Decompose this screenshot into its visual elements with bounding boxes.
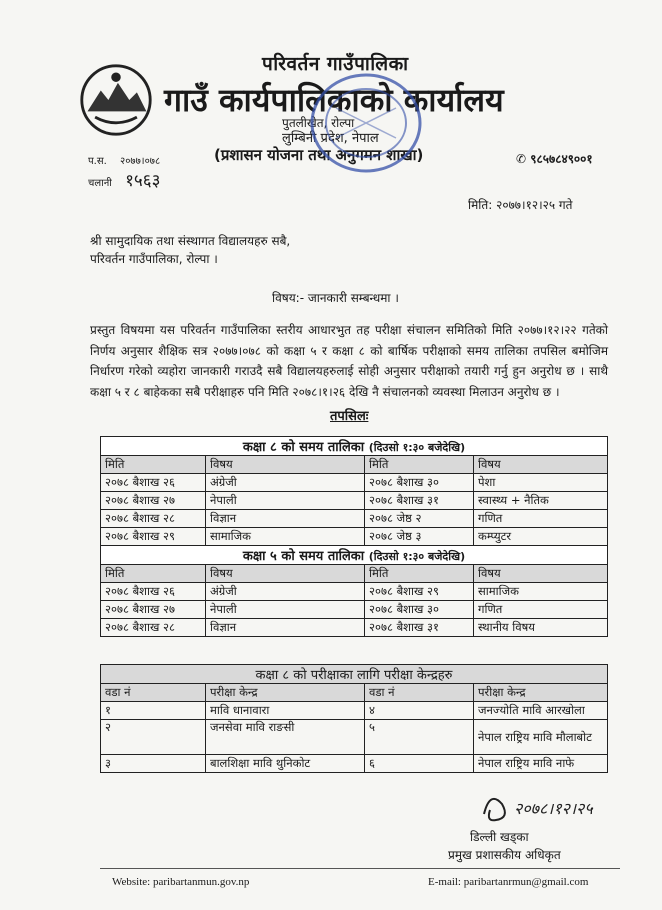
- dispatch-value: १५६३: [125, 171, 161, 191]
- office-title: गाउँ कार्यपालिकाको कार्यालय: [164, 81, 504, 119]
- table-row: २०७८ बैशाख २८ विज्ञान २०७८ बैशाख ३१ स्थानीय विषय: [101, 619, 608, 637]
- table-row: २०७८ बैशाख २८ विज्ञान २०७८ जेष्ठ २ गणित: [101, 510, 608, 528]
- signatory-title: प्रमुख प्रशासकीय अधिकृत: [448, 848, 561, 862]
- ref-value: २०७७।०७८: [120, 156, 161, 167]
- phone-number: [516, 150, 593, 167]
- table-row: २०७८ बैशाख २७ नेपाली २०७८ बैशाख ३० गणित: [101, 601, 608, 619]
- table-header-row: मिति विषय मिति विषय: [101, 456, 608, 474]
- phone-text: ९८५७८४९००१: [530, 152, 593, 166]
- recipient-line-2: परिवर्तन गाउँपालिका, रोल्पा ।: [90, 252, 218, 266]
- handwritten-signature: [476, 784, 616, 832]
- municipality-name: परिवर्तन गाउँपालिका: [262, 53, 409, 75]
- ref-number-row: [88, 153, 160, 167]
- svg-text:२०७८।१२।२५: २०७८।१२।२५: [514, 799, 593, 818]
- ref-label: प.स.: [88, 156, 107, 167]
- details-heading: तपसिलः: [330, 409, 369, 424]
- dispatch-label: चलानी: [88, 178, 112, 189]
- table-header-row: वडा नं परीक्षा केन्द्र वडा नं परीक्षा केन्द्र: [101, 684, 608, 702]
- office-branch: (प्रशासन योजना तथा अनुगमन शाखा): [214, 146, 424, 164]
- office-address: पुतलीखेत, रोल्पा: [282, 116, 355, 130]
- office-province: लुम्बिनी प्रदेश, नेपाल: [282, 131, 379, 146]
- office-stamp: [306, 68, 426, 178]
- table-row: २०७८ बैशाख २७ नेपाली २०७८ बैशाख ३१ स्वास्थ्य + नैतिक: [101, 492, 608, 510]
- letter-subject: विषय:- जानकारी सम्बन्धमा ।: [272, 291, 399, 305]
- footer-email: E-mail: paribartanrmun@gmail.com: [428, 876, 589, 888]
- table-header-row: मिति विषय मिति विषय: [101, 565, 608, 583]
- table-row: २ जनसेवा मावि राङसी ५ नेपाल राष्ट्रिय मावि मौलाबोट: [101, 720, 608, 755]
- class8-caption: कक्षा ८ को समय तालिका (दिउसो १:३० बजेदेखि): [101, 437, 608, 456]
- table-row: १ मावि धानावारा ४ जनज्योति मावि आरखोला: [101, 702, 608, 720]
- table-row: ३ बालशिक्षा मावि थुनिकोट ६ नेपाल राष्ट्रिय मावि नाफे: [101, 755, 608, 773]
- signatory-name: डिल्ली खड्का: [470, 830, 529, 844]
- dispatch-number-row: [88, 168, 160, 191]
- centers-caption: कक्षा ८ को परीक्षाका लागि परीक्षा केन्द्रहरु: [101, 665, 608, 684]
- footer-divider: [100, 868, 620, 869]
- class5-caption: कक्षा ५ को समय तालिका (दिउसो १:३० बजेदेखि): [101, 546, 608, 565]
- recipient-line-1: श्री सामुदायिक तथा संस्थागत विद्यालयहरु सबै,: [90, 234, 291, 248]
- exam-centers-table: [100, 664, 608, 773]
- letter-date: मिति: २०७७।१२।२५ गते: [468, 198, 573, 212]
- table-row: २०७८ बैशाख २९ सामाजिक २०७८ जेष्ठ ३ कम्प्युटर: [101, 528, 608, 546]
- footer-website: Website: paribartanmun.gov.np: [112, 876, 250, 888]
- letter-body: प्रस्तुत विषयमा यस परिवर्तन गाउँपालिका स्तरीय आधारभुत तह परीक्षा संचालन समितिको मिति २०७७।१२।२२ गतेको निर्णय अनुसार शैक्षिक सत्र २०७७।०७८ को कक्षा ५ र कक्षा ८ को बार्षिक परीक्षाको समय तालिका तपसिल बमोजिम निर्धारण गरेको व्यहोरा जानकारी गराउदै सबै विद्यालयहरुलाई सोही अनुसार परीक्षाको तयारी गर्नु हुन अनुरोध छ । साथै कक्षा ५ र ८ बाहेकका सबै परीक्षाहरु पनि मिति २०७८।१।२६ देखि नै संचालनको व्यवस्था मिलाउन अनुरोध छ ।: [90, 323, 608, 399]
- table-row: २०७८ बैशाख २६ अंग्रेजी २०७८ बैशाख २९ सामाजिक: [101, 583, 608, 601]
- class8-schedule-table: [100, 436, 608, 637]
- phone-icon: ✆: [516, 152, 527, 166]
- nepal-emblem-logo: [78, 62, 154, 138]
- table-row: २०७८ बैशाख २६ अंग्रेजी २०७८ बैशाख ३० पेशा: [101, 474, 608, 492]
